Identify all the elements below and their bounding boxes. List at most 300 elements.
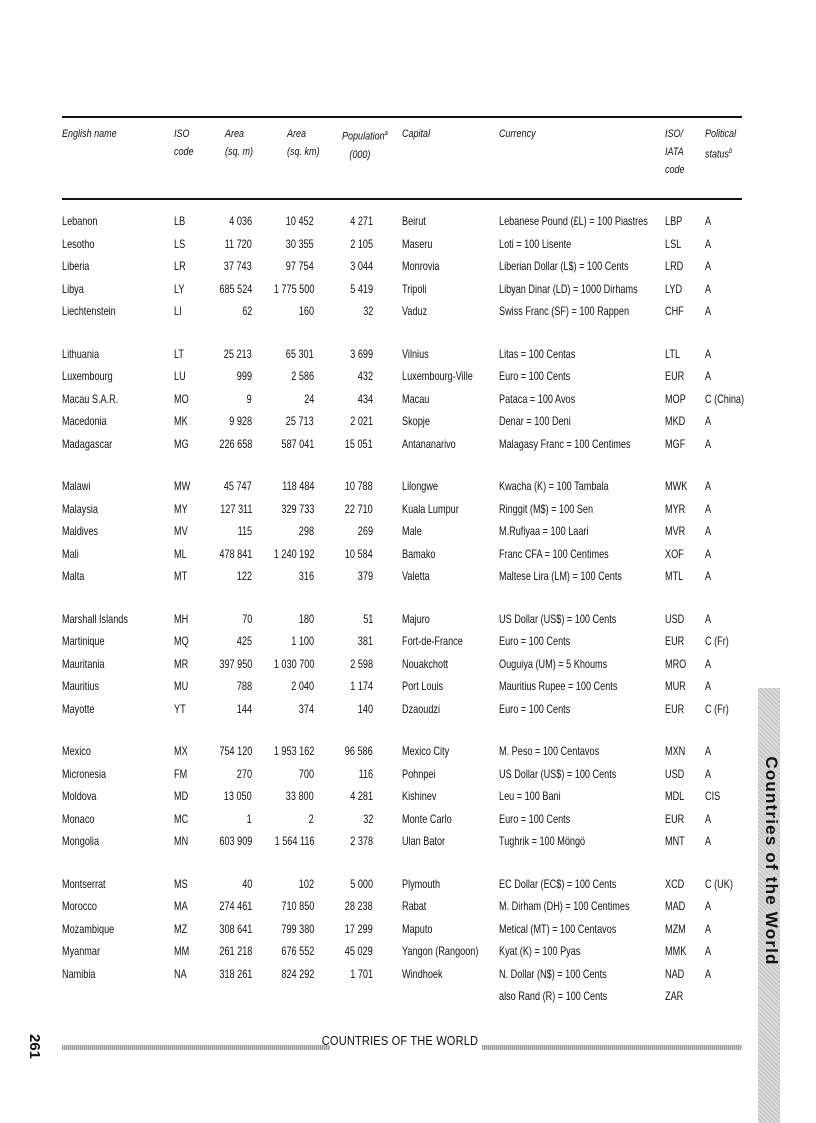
capital-cell: Kishinev	[402, 789, 437, 803]
area-sqm-cell: 144	[236, 701, 252, 716]
iso-code-cell: MW	[174, 479, 191, 493]
country-name-cell: Micronesia	[62, 766, 107, 781]
iata-code-cell: CHF	[665, 304, 684, 318]
population-cell: 10 584	[345, 546, 373, 561]
area-sqkm-cell: 160	[298, 304, 314, 318]
table-row	[0, 235, 816, 258]
capital-cell: Plymouth	[402, 876, 441, 891]
capital-cell: Mexico City	[402, 744, 450, 758]
iata-code-cell: MVR	[665, 524, 686, 538]
table-row	[0, 500, 816, 523]
extra-currency-row	[0, 987, 816, 1009]
area-sqkm-cell: 1 564 116	[274, 834, 314, 848]
iso-code-cell: MT	[174, 569, 188, 583]
iso-code-cell: MS	[174, 876, 188, 891]
capital-cell: Monrovia	[402, 259, 440, 273]
country-name-cell: Mayotte	[62, 701, 95, 716]
population-cell: 32	[362, 304, 373, 318]
iata-code-cell: USD	[665, 611, 685, 626]
population-cell: 116	[358, 766, 373, 781]
capital-cell: Ulan Bator	[402, 834, 446, 848]
political-status-cell: A	[705, 479, 712, 493]
header-iso-code: ISO code	[174, 128, 194, 158]
header-iso-iata: ISO/ IATA code	[665, 128, 685, 176]
header-area-sqm: Area (sq. m)	[225, 128, 254, 158]
capital-cell: Kuala Lumpur	[402, 501, 459, 516]
capital-cell: Lilongwe	[402, 479, 439, 493]
currency-cell: Euro = 100 Cents	[499, 369, 571, 383]
capital-cell: Vilnius	[402, 346, 429, 361]
political-status-cell: C (UK)	[705, 876, 733, 891]
currency-cell: also Rand (R) = 100 Cents	[499, 989, 608, 1003]
table-row	[0, 610, 816, 633]
header-political-status: Political status$^b$	[705, 128, 737, 161]
currency-cell: M. Peso = 100 Centavos	[499, 744, 600, 758]
table-row	[0, 367, 816, 390]
iso-code-cell: MX	[174, 744, 188, 758]
table-row	[0, 280, 816, 303]
iso-code-cell: MY	[174, 501, 188, 516]
population-cell: 5 419	[350, 281, 373, 296]
currency-cell: US Dollar (US$) = 100 Cents	[499, 611, 617, 626]
area-sqkm-cell: 65 301	[286, 346, 314, 361]
currency-cell: Mauritius Rupee = 100 Cents	[499, 679, 618, 693]
currency-cell: Metical (MT) = 100 Centavos	[499, 921, 617, 936]
capital-cell: Pohnpei	[402, 766, 436, 781]
iata-code-cell: EUR	[665, 369, 685, 383]
footer-rule-right	[482, 1045, 742, 1050]
capital-cell: Rabat	[402, 899, 427, 913]
country-name-cell: Malawi	[62, 479, 91, 493]
currency-cell: Loti = 100 Lisente	[499, 236, 572, 251]
population-cell: 269	[357, 524, 373, 538]
area-sqm-cell: 9 928	[229, 414, 252, 428]
population-cell: 3 044	[350, 259, 373, 273]
iata-code-cell: MAD	[665, 899, 686, 913]
area-sqkm-cell: 10 452	[286, 214, 314, 228]
currency-cell: Lebanese Pound (£L) = 100 Piastres	[499, 214, 648, 228]
area-sqkm-cell: 102	[298, 876, 314, 891]
table-body	[0, 212, 816, 1029]
area-sqm-cell: 9	[246, 391, 252, 406]
area-sqm-cell: 13 050	[224, 789, 252, 803]
iso-code-cell: MA	[174, 899, 188, 913]
population-cell: 22 710	[345, 501, 373, 516]
currency-cell: N. Dollar (N$) = 100 Cents	[499, 966, 607, 981]
section-tab-label: Countries of the World	[762, 756, 781, 966]
area-sqkm-cell: 1 030 700	[273, 656, 314, 671]
table-row	[0, 257, 816, 280]
country-name-cell: Malaysia	[62, 501, 98, 516]
table-row	[0, 810, 816, 833]
political-status-cell: A	[705, 369, 712, 383]
country-name-cell: Lesotho	[62, 236, 95, 251]
header-english-name: English name	[62, 128, 117, 140]
population-cell: 4 271	[350, 214, 373, 228]
table-row	[0, 942, 816, 965]
population-cell: 4 281	[350, 789, 373, 803]
country-name-cell: Mauritania	[62, 656, 105, 671]
political-status-cell: A	[705, 944, 712, 958]
iso-code-cell: LI	[174, 304, 182, 318]
country-name-cell: Mozambique	[62, 921, 115, 936]
area-sqkm-cell: 2	[308, 811, 314, 826]
iso-code-cell: MQ	[174, 634, 189, 648]
area-sqm-cell: 270	[236, 766, 252, 781]
country-name-cell: Martinique	[62, 634, 105, 648]
iso-code-cell: ML	[174, 546, 187, 561]
capital-cell: Nouakchott	[402, 656, 449, 671]
area-sqkm-cell: 33 800	[286, 789, 314, 803]
capital-cell: Fort-de-France	[402, 634, 463, 648]
area-sqkm-cell: 30 355	[286, 236, 314, 251]
area-sqm-cell: 62	[241, 304, 252, 318]
country-name-cell: Montserrat	[62, 876, 106, 891]
political-status-cell: A	[705, 236, 712, 251]
population-cell: 434	[357, 391, 373, 406]
capital-cell: Port Louis	[402, 679, 444, 693]
political-status-cell: A	[705, 899, 712, 913]
iso-code-cell: LR	[174, 259, 186, 273]
area-sqm-cell: 397 950	[219, 656, 252, 671]
area-sqkm-cell: 25 713	[286, 414, 314, 428]
population-cell: 10 788	[345, 479, 373, 493]
area-sqm-cell: 685 524	[219, 281, 252, 296]
country-name-cell: Namibia	[62, 966, 96, 981]
iso-code-cell: NA	[174, 966, 187, 981]
currency-cell: EC Dollar (EC$) = 100 Cents	[499, 876, 617, 891]
capital-cell: Yangon (Rangoon)	[402, 944, 479, 958]
currency-cell: Euro = 100 Cents	[499, 634, 571, 648]
country-name-cell: Macedonia	[62, 414, 107, 428]
political-status-cell: A	[705, 304, 712, 318]
capital-cell: Dzaoudzi	[402, 701, 441, 716]
political-status-cell: A	[705, 611, 712, 626]
area-sqm-cell: 478 841	[219, 546, 252, 561]
political-status-cell: A	[705, 524, 712, 538]
header-population: Population$^a$ (000)	[342, 130, 388, 161]
table-row	[0, 412, 816, 435]
country-name-cell: Libya	[62, 281, 84, 296]
table-row	[0, 742, 816, 765]
population-cell: 5 000	[350, 876, 373, 891]
country-name-cell: Madagascar	[62, 436, 113, 451]
country-group	[0, 477, 816, 590]
currency-cell: Maltese Lira (LM) = 100 Cents	[499, 569, 622, 583]
table-row	[0, 212, 816, 235]
area-sqkm-cell: 1 775 500	[273, 281, 314, 296]
iso-code-cell: YT	[174, 701, 186, 716]
population-cell: 2 021	[350, 414, 373, 428]
political-status-cell: A	[705, 281, 712, 296]
currency-cell: US Dollar (US$) = 100 Cents	[499, 766, 617, 781]
capital-cell: Beirut	[402, 214, 426, 228]
political-status-cell: A	[705, 569, 712, 583]
iata-code-cell: LSL	[665, 236, 682, 251]
country-name-cell: Macau S.A.R.	[62, 391, 119, 406]
iata-code-cell: MWK	[665, 479, 688, 493]
table-row	[0, 522, 816, 545]
area-sqkm-cell: 2 586	[291, 369, 314, 383]
area-sqm-cell: 45 747	[224, 479, 252, 493]
table-row	[0, 567, 816, 590]
iso-code-cell: LS	[174, 236, 186, 251]
iso-code-cell: MM	[174, 944, 190, 958]
political-status-cell: A	[705, 679, 712, 693]
capital-cell: Vaduz	[402, 304, 428, 318]
iso-code-cell: LB	[174, 214, 186, 228]
currency-cell: Liberian Dollar (L$) = 100 Cents	[499, 259, 629, 273]
header-currency: Currency	[499, 128, 536, 140]
population-cell: 28 238	[345, 899, 373, 913]
area-sqm-cell: 4 036	[229, 214, 252, 228]
population-cell: 15 051	[345, 436, 373, 451]
currency-cell: Ouguiya (UM) = 5 Khoums	[499, 656, 608, 671]
currency-cell: Kwacha (K) = 100 Tambala	[499, 479, 609, 493]
iata-code-cell: LRD	[665, 259, 684, 273]
area-sqkm-cell: 710 850	[281, 899, 314, 913]
area-sqkm-cell: 97 754	[286, 259, 314, 273]
population-cell: 432	[357, 369, 373, 383]
currency-cell: Tughrik = 100 Möngö	[499, 834, 586, 848]
area-sqkm-cell: 587 041	[281, 436, 314, 451]
population-cell: 140	[357, 701, 373, 716]
political-status-cell: A	[705, 744, 712, 758]
capital-cell: Macau	[402, 391, 430, 406]
country-name-cell: Maldives	[62, 524, 98, 538]
capital-cell: Antananarivo	[402, 436, 456, 451]
iata-code-cell: USD	[665, 766, 685, 781]
political-status-cell: A	[705, 834, 712, 848]
currency-cell: Euro = 100 Cents	[499, 811, 571, 826]
area-sqkm-cell: 298	[298, 524, 314, 538]
iso-code-cell: FM	[174, 766, 188, 781]
population-cell: 32	[362, 811, 373, 826]
area-sqm-cell: 603 909	[219, 834, 252, 848]
table-row	[0, 677, 816, 700]
table-row	[0, 920, 816, 943]
iso-code-cell: LU	[174, 369, 186, 383]
country-name-cell: Mongolia	[62, 834, 100, 848]
area-sqm-cell: 274 461	[219, 899, 252, 913]
population-cell: 381	[357, 634, 373, 648]
currency-cell: Kyat (K) = 100 Pyas	[499, 944, 581, 958]
population-cell: 379	[357, 569, 373, 583]
political-status-cell: C (Fr)	[705, 701, 729, 716]
table-row	[0, 875, 816, 898]
iso-code-cell: LY	[174, 281, 185, 296]
currency-cell: Malagasy Franc = 100 Centimes	[499, 436, 631, 451]
iata-code-cell: EUR	[665, 811, 685, 826]
area-sqm-cell: 70	[241, 611, 252, 626]
currency-cell: M. Dirham (DH) = 100 Centimes	[499, 899, 630, 913]
iata-code-cell: LYD	[665, 281, 683, 296]
page-number: 261	[26, 1033, 44, 1059]
table-row	[0, 787, 816, 810]
iso-code-cell: MG	[174, 436, 189, 451]
population-cell: 2 105	[350, 236, 373, 251]
political-status-cell: C (Fr)	[705, 634, 729, 648]
area-sqkm-cell: 329 733	[281, 501, 314, 516]
iata-code-cell: MOP	[665, 391, 686, 406]
country-name-cell: Lebanon	[62, 214, 98, 228]
population-cell: 1 174	[350, 679, 373, 693]
iso-code-cell: MU	[174, 679, 189, 693]
population-cell: 45 029	[345, 944, 373, 958]
population-cell: 2 378	[350, 834, 373, 848]
capital-cell: Majuro	[402, 611, 430, 626]
political-status-cell: A	[705, 436, 712, 451]
capital-cell: Bamako	[402, 546, 436, 561]
currency-cell: Pataca = 100 Avos	[499, 391, 576, 406]
political-status-cell: C (China)	[705, 391, 745, 406]
iso-code-cell: MC	[174, 811, 189, 826]
population-cell: 2 598	[350, 656, 373, 671]
country-name-cell: Liberia	[62, 259, 90, 273]
area-sqkm-cell: 24	[303, 391, 314, 406]
header-capital: Capital	[402, 128, 431, 140]
iso-code-cell: MO	[174, 391, 189, 406]
table-row	[0, 632, 816, 655]
iata-code-cell: LTL	[665, 346, 681, 361]
currency-cell: Libyan Dinar (LD) = 1000 Dirhams	[499, 281, 638, 296]
table-row	[0, 545, 816, 568]
currency-cell: Swiss Franc (SF) = 100 Rappen	[499, 304, 630, 318]
header-area-sqkm: Area (sq. km)	[287, 128, 320, 158]
country-name-cell: Monaco	[62, 811, 95, 826]
table-header-rule	[62, 198, 742, 200]
table-top-rule	[62, 116, 742, 118]
currency-cell: Franc CFA = 100 Centimes	[499, 546, 609, 561]
iata-code-cell: MKD	[665, 414, 686, 428]
country-name-cell: Marshall Islands	[62, 611, 128, 626]
political-status-cell: A	[705, 501, 712, 516]
population-cell: 3 699	[350, 346, 373, 361]
capital-cell: Monte Carlo	[402, 811, 452, 826]
political-status-cell: A	[705, 259, 712, 273]
country-name-cell: Morocco	[62, 899, 97, 913]
area-sqm-cell: 40	[241, 876, 252, 891]
political-status-cell: A	[705, 546, 712, 561]
iata-code-cell: MGF	[665, 436, 686, 451]
area-sqkm-cell: 700	[298, 766, 314, 781]
table-row	[0, 477, 816, 500]
country-name-cell: Mali	[62, 546, 79, 561]
country-name-cell: Mexico	[62, 744, 91, 758]
iata-code-cell: EUR	[665, 634, 685, 648]
iso-code-cell: MZ	[174, 921, 188, 936]
currency-cell: Euro = 100 Cents	[499, 701, 571, 716]
iso-code-cell: MK	[174, 414, 188, 428]
political-status-cell: A	[705, 414, 712, 428]
iso-code-cell: MR	[174, 656, 189, 671]
iso-code-cell: MN	[174, 834, 189, 848]
iata-code-cell: NAD	[665, 966, 685, 981]
currency-cell: M.Rufiyaa = 100 Laari	[499, 524, 589, 538]
political-status-cell: A	[705, 921, 712, 936]
country-group	[0, 742, 816, 855]
table-row	[0, 897, 816, 920]
area-sqkm-cell: 180	[298, 611, 314, 626]
country-name-cell: Myanmar	[62, 944, 101, 958]
country-group	[0, 345, 816, 458]
country-group	[0, 875, 816, 1010]
area-sqm-cell: 11 720	[224, 236, 252, 251]
political-status-cell: A	[705, 966, 712, 981]
area-sqkm-cell: 1 953 162	[273, 744, 314, 758]
iata-code-cell: MXN	[665, 744, 686, 758]
iata-code-cell: MUR	[665, 679, 686, 693]
iso-code-cell: MV	[174, 524, 188, 538]
table-row	[0, 435, 816, 458]
area-sqkm-cell: 824 292	[281, 966, 314, 981]
table-row	[0, 345, 816, 368]
table-row	[0, 832, 816, 855]
capital-cell: Luxembourg-Ville	[402, 369, 473, 383]
population-cell: 51	[362, 611, 373, 626]
table-header	[0, 125, 816, 195]
country-name-cell: Mauritius	[62, 679, 100, 693]
iata-code-cell: ZAR	[665, 989, 684, 1003]
area-sqm-cell: 127 311	[219, 501, 252, 516]
capital-cell: Windhoek	[402, 966, 443, 981]
area-sqm-cell: 261 218	[219, 944, 252, 958]
country-name-cell: Malta	[62, 569, 85, 583]
country-name-cell: Lithuania	[62, 346, 100, 361]
area-sqkm-cell: 374	[298, 701, 314, 716]
capital-cell: Skopje	[402, 414, 430, 428]
iata-code-cell: LBP	[665, 214, 683, 228]
currency-cell: Leu = 100 Bani	[499, 789, 561, 803]
currency-cell: Ringgit (M$) = 100 Sen	[499, 501, 594, 516]
population-cell: 17 299	[345, 921, 373, 936]
iata-code-cell: MMK	[665, 944, 687, 958]
iata-code-cell: XOF	[665, 546, 684, 561]
political-status-cell: A	[705, 656, 712, 671]
area-sqkm-cell: 316	[298, 569, 314, 583]
area-sqm-cell: 37 743	[224, 259, 252, 273]
area-sqm-cell: 226 658	[219, 436, 252, 451]
capital-cell: Maputo	[402, 921, 433, 936]
area-sqkm-cell: 118 484	[281, 479, 314, 493]
capital-cell: Valetta	[402, 569, 430, 583]
political-status-cell: A	[705, 346, 712, 361]
area-sqm-cell: 115	[237, 524, 252, 538]
area-sqkm-cell: 676 552	[281, 944, 314, 958]
country-group	[0, 610, 816, 723]
iata-code-cell: MDL	[665, 789, 685, 803]
table-row	[0, 765, 816, 788]
iata-code-cell: MNT	[665, 834, 685, 848]
table-row	[0, 965, 816, 988]
population-cell: 1 701	[350, 966, 373, 981]
currency-cell: Denar = 100 Deni	[499, 414, 571, 428]
capital-cell: Male	[402, 524, 422, 538]
country-name-cell: Liechtenstein	[62, 304, 116, 318]
iata-code-cell: EUR	[665, 701, 685, 716]
currency-cell: Litas = 100 Centas	[499, 346, 576, 361]
iso-code-cell: MH	[174, 611, 189, 626]
iata-code-cell: MTL	[665, 569, 684, 583]
area-sqkm-cell: 1 240 192	[273, 546, 314, 561]
area-sqm-cell: 308 641	[219, 921, 252, 936]
area-sqm-cell: 318 261	[219, 966, 252, 981]
area-sqm-cell: 425	[236, 634, 252, 648]
iata-code-cell: MZM	[665, 921, 686, 936]
area-sqm-cell: 788	[236, 679, 252, 693]
political-status-cell: A	[705, 811, 712, 826]
population-cell: 96 586	[345, 744, 373, 758]
